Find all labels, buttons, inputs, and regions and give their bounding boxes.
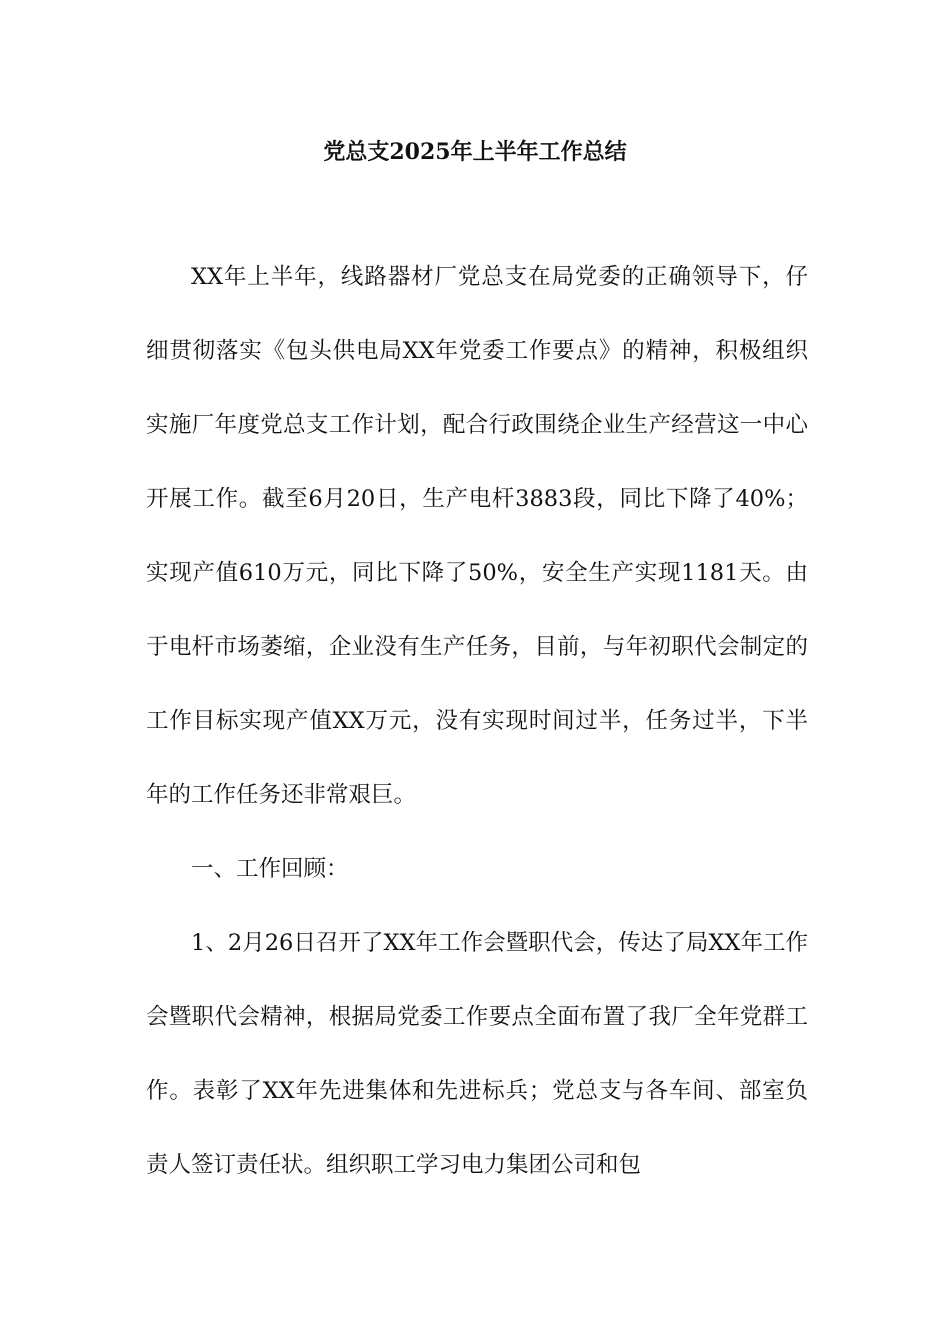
document-body (146, 240, 808, 1202)
paragraph-item-1: 1、2月26日召开了XX年工作会暨职代会，传达了局XX年工作会暨职代会精神，根据局党委工作要点全面布置了我厂全年党群工作。表彰了XX年先进集体和先进标兵；党总支与各车间、部室负责人签订责任状。组织职工学习电力集团公司和包 (146, 930, 808, 1178)
document-title: 党总支2025年上半年工作总结 (323, 139, 627, 165)
paragraph-intro: XX年上半年，线路器材厂党总支在局党委的正确领导下，仔细贯彻落实《包头供电局XX年党委工作要点》的精神，积极组织实施厂年度党总支工作计划，配合行政围绕企业生产经营这一中心开展工作。截至6月20日，生产电杆3883段，同比下降了40%；实现产值610万元，同比下降了50%，安全生产实现1181天。由于电杆市场萎缩，企业没有生产任务，目前，与年初职代会制定的工作目标实现产值XX万元，没有实现时间过半，任务过半，下半年的工作任务还非常艰巨。 (146, 264, 808, 808)
section-heading-review: 一、工作回顾： (191, 856, 349, 882)
